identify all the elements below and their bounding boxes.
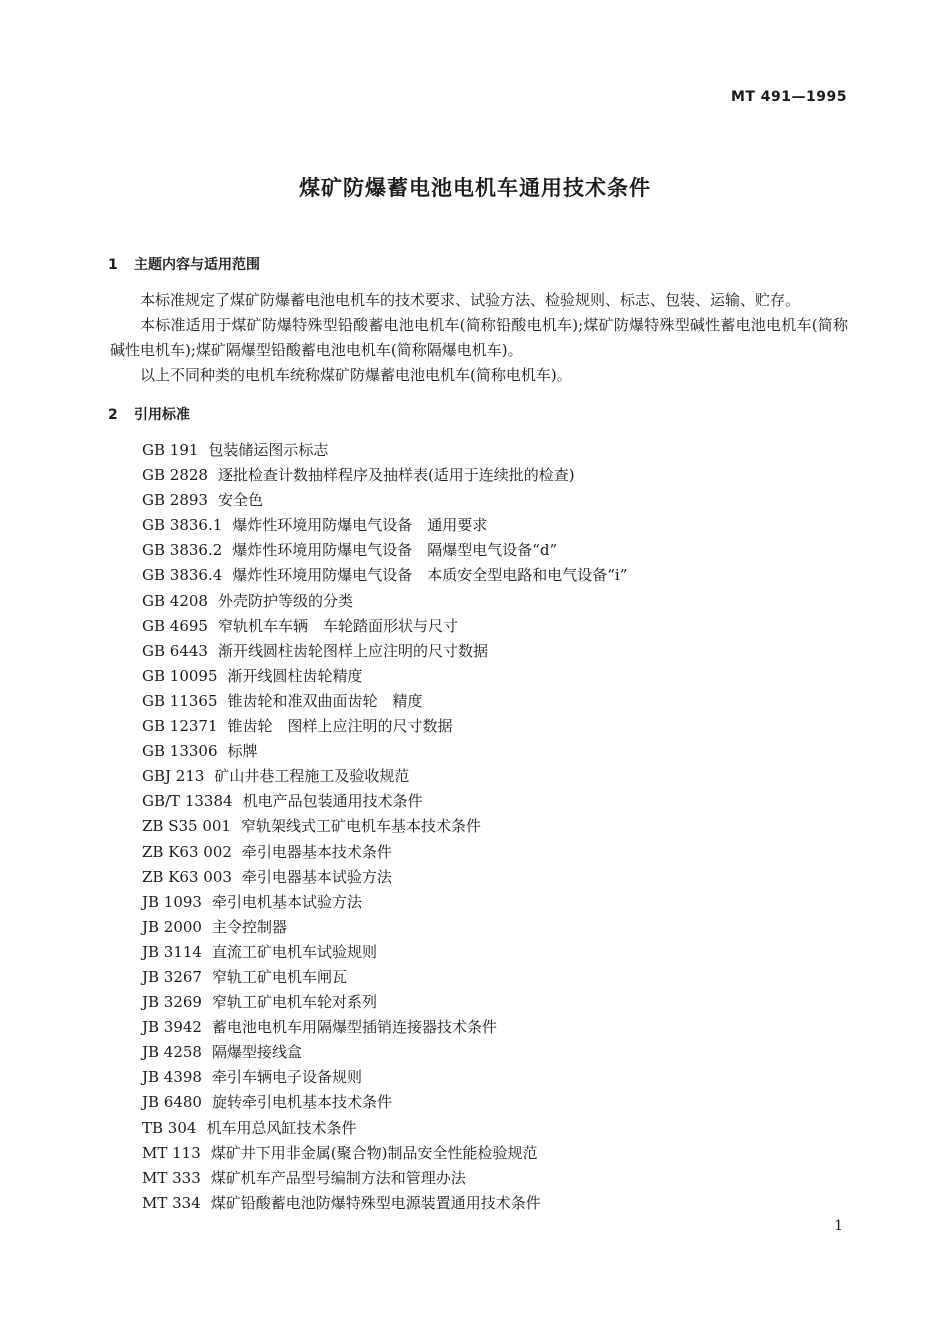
reference-code: ZB K63 002 xyxy=(142,842,232,861)
reference-title: 爆炸性环境用防爆电气设备 通用要求 xyxy=(232,516,488,535)
reference-item xyxy=(142,1191,627,1216)
reference-title: 煤矿铅酸蓄电池防爆特殊型电源装置通用技术条件 xyxy=(210,1193,541,1212)
reference-title: 窄轨工矿电机车轮对系列 xyxy=(211,993,377,1012)
section-1-body xyxy=(110,288,848,388)
section-number: 1 xyxy=(108,257,118,273)
reference-item xyxy=(142,1090,627,1115)
reference-title: 牵引电器基本试验方法 xyxy=(241,867,392,886)
reference-title: 直流工矿电机车试验规则 xyxy=(211,942,377,961)
reference-code: GB 6443 xyxy=(142,641,208,660)
page-number: 1 xyxy=(834,1218,843,1234)
reference-item xyxy=(142,890,627,915)
reference-title: 外壳防护等级的分类 xyxy=(217,591,353,610)
reference-item xyxy=(142,1166,627,1191)
paragraph: 本标准规定了煤矿防爆蓄电池电机车的技术要求、试验方法、检验规则、标志、包装、运输、贮存。 xyxy=(140,291,801,309)
section-title: 主题内容与适用范围 xyxy=(134,257,260,273)
reference-title: 牵引电器基本技术条件 xyxy=(241,842,392,861)
reference-item xyxy=(142,664,627,689)
section-1-heading xyxy=(108,254,260,274)
reference-code: JB 3267 xyxy=(142,967,202,986)
reference-title: 窄轨机车车辆 车轮踏面形状与尺寸 xyxy=(217,616,458,635)
reference-code: MT 334 xyxy=(142,1193,201,1212)
reference-title: 主令控制器 xyxy=(211,917,287,936)
reference-title: 安全色 xyxy=(217,491,263,510)
reference-title: 渐开线圆柱齿轮精度 xyxy=(227,666,363,685)
reference-code: JB 2000 xyxy=(142,917,202,936)
reference-item xyxy=(142,689,627,714)
reference-code: GB 10095 xyxy=(142,666,218,685)
reference-item xyxy=(142,915,627,940)
reference-title: 旋转牵引电机基本技术条件 xyxy=(211,1093,392,1112)
reference-code: GBJ 213 xyxy=(142,767,205,786)
reference-title: 蓄电池电机车用隔爆型插销连接器技术条件 xyxy=(211,1018,497,1037)
reference-code: JB 3114 xyxy=(142,942,202,961)
section-2-heading xyxy=(108,404,190,424)
reference-item xyxy=(142,463,627,488)
reference-code: MT 333 xyxy=(142,1168,201,1187)
reference-item xyxy=(142,488,627,513)
reference-code: JB 6480 xyxy=(142,1093,202,1112)
reference-code: ZB S35 001 xyxy=(142,817,231,836)
reference-item xyxy=(142,1065,627,1090)
reference-code: ZB K63 003 xyxy=(142,867,232,886)
reference-item xyxy=(142,513,627,538)
reference-code: JB 4258 xyxy=(142,1043,202,1062)
reference-item xyxy=(142,1141,627,1166)
reference-list xyxy=(142,438,627,1216)
reference-title: 锥齿轮 图样上应注明的尺寸数据 xyxy=(227,717,453,736)
reference-title: 标牌 xyxy=(227,742,258,761)
reference-item xyxy=(142,739,627,764)
document-title: 煤矿防爆蓄电池电机车通用技术条件 xyxy=(299,176,651,200)
reference-code: TB 304 xyxy=(142,1118,197,1137)
reference-item xyxy=(142,438,627,463)
reference-title: 窄轨工矿电机车闸瓦 xyxy=(211,967,347,986)
reference-code: JB 3942 xyxy=(142,1018,202,1037)
reference-item xyxy=(142,764,627,789)
reference-code: GB 4208 xyxy=(142,591,208,610)
reference-item xyxy=(142,1040,627,1065)
reference-code: JB 1093 xyxy=(142,892,202,911)
reference-code: GB 11365 xyxy=(142,691,218,710)
reference-title: 爆炸性环境用防爆电气设备 隔爆型电气设备“d” xyxy=(232,541,558,560)
reference-title: 牵引电机基本试验方法 xyxy=(211,892,362,911)
reference-item xyxy=(142,789,627,814)
reference-code: GB 3836.1 xyxy=(142,516,223,535)
reference-code: GB 2828 xyxy=(142,466,208,485)
reference-item xyxy=(142,1116,627,1141)
reference-item xyxy=(142,940,627,965)
reference-title: 隔爆型接线盒 xyxy=(211,1043,302,1062)
reference-item xyxy=(142,840,627,865)
reference-title: 锥齿轮和准双曲面齿轮 精度 xyxy=(227,691,423,710)
section-title: 引用标准 xyxy=(134,407,190,423)
reference-code: MT 113 xyxy=(142,1143,201,1162)
reference-title: 渐开线圆柱齿轮图样上应注明的尺寸数据 xyxy=(217,641,488,660)
reference-code: GB 3836.4 xyxy=(142,566,223,585)
reference-title: 煤矿井下用非金属(聚合物)制品安全性能检验规范 xyxy=(210,1143,538,1162)
paragraph: 以上不同种类的电机车统称煤矿防爆蓄电池电机车(简称电机车)。 xyxy=(140,366,572,384)
reference-item xyxy=(142,865,627,890)
reference-code: GB/T 13384 xyxy=(142,792,233,811)
reference-code: JB 4398 xyxy=(142,1068,202,1087)
reference-title: 机电产品包装通用技术条件 xyxy=(242,792,423,811)
reference-title: 爆炸性环境用防爆电气设备 本质安全型电路和电气设备“i” xyxy=(232,566,628,585)
reference-code: GB 4695 xyxy=(142,616,208,635)
reference-item xyxy=(142,639,627,664)
reference-code: GB 3836.2 xyxy=(142,541,223,560)
reference-title: 逐批检查计数抽样程序及抽样表(适用于连续批的检查) xyxy=(217,466,575,485)
reference-code: GB 2893 xyxy=(142,491,208,510)
reference-item xyxy=(142,614,627,639)
reference-code: GB 12371 xyxy=(142,717,218,736)
reference-item xyxy=(142,714,627,739)
reference-code: GB 13306 xyxy=(142,742,218,761)
reference-item xyxy=(142,814,627,839)
reference-title: 窄轨架线式工矿电机车基本技术条件 xyxy=(240,817,481,836)
reference-code: GB 191 xyxy=(142,441,199,459)
reference-item xyxy=(142,1015,627,1040)
reference-item xyxy=(142,589,627,614)
reference-item xyxy=(142,563,627,588)
reference-title: 煤矿机车产品型号编制方法和管理办法 xyxy=(210,1168,466,1187)
paragraph: 本标准适用于煤矿防爆特殊型铅酸蓄电池电机车(简称铅酸电机车);煤矿防爆特殊型碱性蓄电池电机车(简称碱性电机车);煤矿隔爆型铅酸蓄电池电机车(简称隔爆电机车)。 xyxy=(110,316,848,359)
reference-title: 包装储运图示标志 xyxy=(208,441,329,459)
reference-item xyxy=(142,990,627,1015)
reference-item xyxy=(142,538,627,563)
reference-item xyxy=(142,965,627,990)
reference-code: JB 3269 xyxy=(142,993,202,1012)
section-number: 2 xyxy=(108,407,118,423)
reference-title: 矿山井巷工程施工及验收规范 xyxy=(214,767,410,786)
reference-title: 牵引车辆电子设备规则 xyxy=(211,1068,362,1087)
reference-title: 机车用总风缸技术条件 xyxy=(206,1118,357,1137)
standard-number: MT 491—1995 xyxy=(730,89,847,105)
